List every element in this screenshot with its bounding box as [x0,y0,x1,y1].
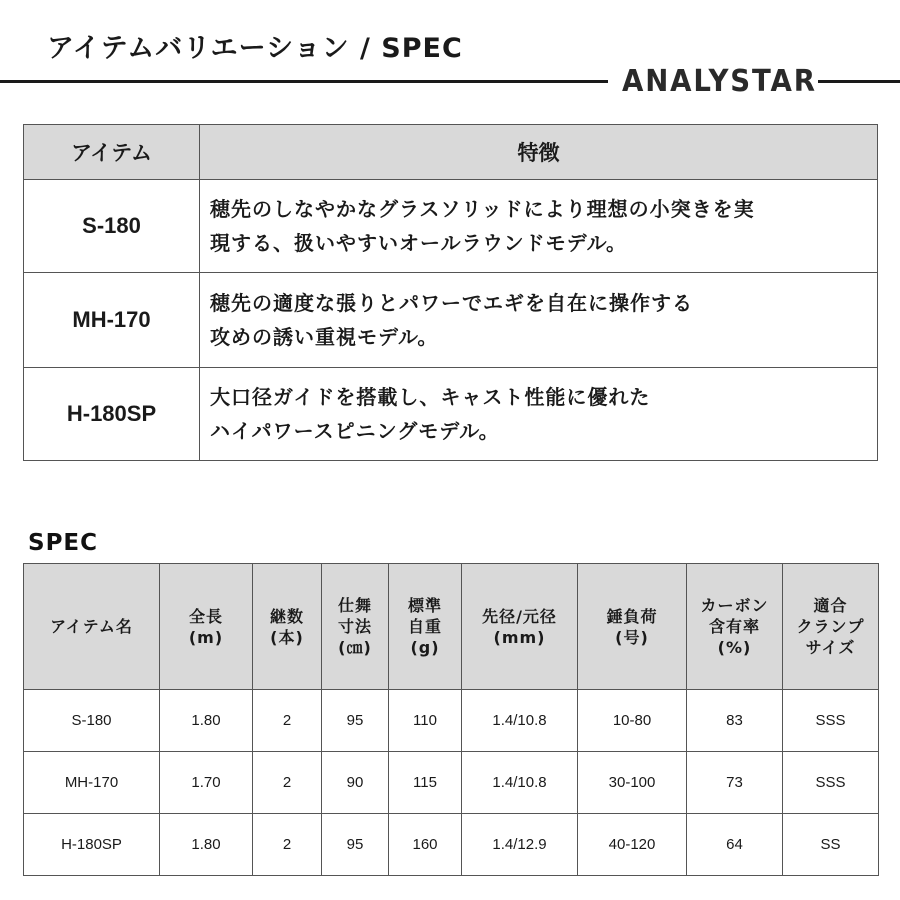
spec-cell: 2 [253,752,322,814]
spec-cell: 1.4/10.8 [462,752,578,814]
spec-table [23,563,879,876]
description-line: 穂先の適度な張りとパワーでエギを自在に操作する [210,291,693,315]
header-line: 先径/元径 [482,606,557,626]
variation-description [200,368,878,461]
spec-cell: 160 [389,814,462,876]
header-item: アイテム [24,125,200,180]
spec-cell: 1.70 [160,752,253,814]
variation-row [24,368,878,461]
spec-cell: 90 [322,752,389,814]
variation-description [200,273,878,368]
header-line: 継数 [269,606,304,626]
header-line: 仕舞 [337,596,372,615]
variation-row [24,273,878,368]
spec-cell: MH-170 [24,752,160,814]
spec-header-weight [389,564,462,690]
header-line: (本) [270,627,304,647]
description-line: 現する、扱いやすいオールラウンドモデル。 [210,231,627,255]
spec-header-item-name [24,564,160,690]
header-line: 寸法 [337,617,372,636]
spec-cell: 1.80 [160,814,253,876]
spec-cell: 73 [687,752,783,814]
spec-cell: 2 [253,814,322,876]
spec-cell: 1.4/10.8 [462,690,578,752]
header-line: (%) [717,638,752,657]
spec-cell: H-180SP [24,814,160,876]
spec-cell: 110 [389,690,462,752]
spec-row [24,690,879,752]
spec-header-closed-length [322,564,389,690]
header-line: (号) [615,627,649,647]
item-variation-table [23,124,878,461]
spec-cell: 10-80 [578,690,687,752]
variation-row [24,180,878,273]
spec-header-pieces [253,564,322,690]
spec-header-clamp-size [783,564,879,690]
variation-header-row [24,125,878,180]
title-rule-right [818,80,900,83]
description-line: 大口径ガイドを搭載し、キャスト性能に優れた [210,385,651,409]
spec-cell: 2 [253,690,322,752]
spec-cell: 95 [322,690,389,752]
header-line: (mm) [493,627,546,647]
description-line: ハイパワースピニングモデル。 [210,419,500,443]
spec-cell: 83 [687,690,783,752]
description-line: 攻めの誘い重視モデル。 [210,325,439,349]
header-line: 適合 [813,596,848,615]
header-line: (g) [410,638,440,657]
title-rule-left [0,80,608,83]
spec-header-row [24,564,879,690]
spec-header-carbon-content [687,564,783,690]
brand-logo: ANALYSTAR [622,64,817,99]
header-line: 標準 [407,596,442,615]
description-line: 穂先のしなやかなグラスソリッドにより理想の小突きを実 [210,197,755,221]
header-feature: 特徴 [200,125,878,180]
spec-cell: SSS [783,752,879,814]
header-line: 錘負荷 [606,606,658,626]
spec-header-lure-weight [578,564,687,690]
spec-cell: SS [783,814,879,876]
header-line: カーボン [700,596,769,615]
spec-cell: 1.4/12.9 [462,814,578,876]
spec-header-tip-butt-diameter [462,564,578,690]
variation-description [200,180,878,273]
spec-cell: 115 [389,752,462,814]
variation-item-name: MH-170 [24,273,200,368]
spec-cell: 1.80 [160,690,253,752]
header-line: 全長 [188,606,223,626]
spec-row [24,814,879,876]
spec-cell: 95 [322,814,389,876]
spec-row [24,752,879,814]
spec-heading: SPEC [28,530,99,556]
spec-cell: 40-120 [578,814,687,876]
page-title: アイテムバリエーション / SPEC [47,33,463,64]
variation-item-name: S-180 [24,180,200,273]
variation-item-name: H-180SP [24,368,200,461]
spec-header-length [160,564,253,690]
header-line: (m) [188,627,224,647]
spec-cell: 64 [687,814,783,876]
spec-cell: SSS [783,690,879,752]
spec-cell: S-180 [24,690,160,752]
header-line: アイテム名 [50,617,133,636]
header-line: 自重 [407,617,442,636]
spec-cell: 30-100 [578,752,687,814]
header-line: サイズ [805,638,856,657]
header-line: 含有率 [708,617,760,636]
header-line: (㎝) [338,638,372,657]
header-line: クランプ [796,617,865,636]
